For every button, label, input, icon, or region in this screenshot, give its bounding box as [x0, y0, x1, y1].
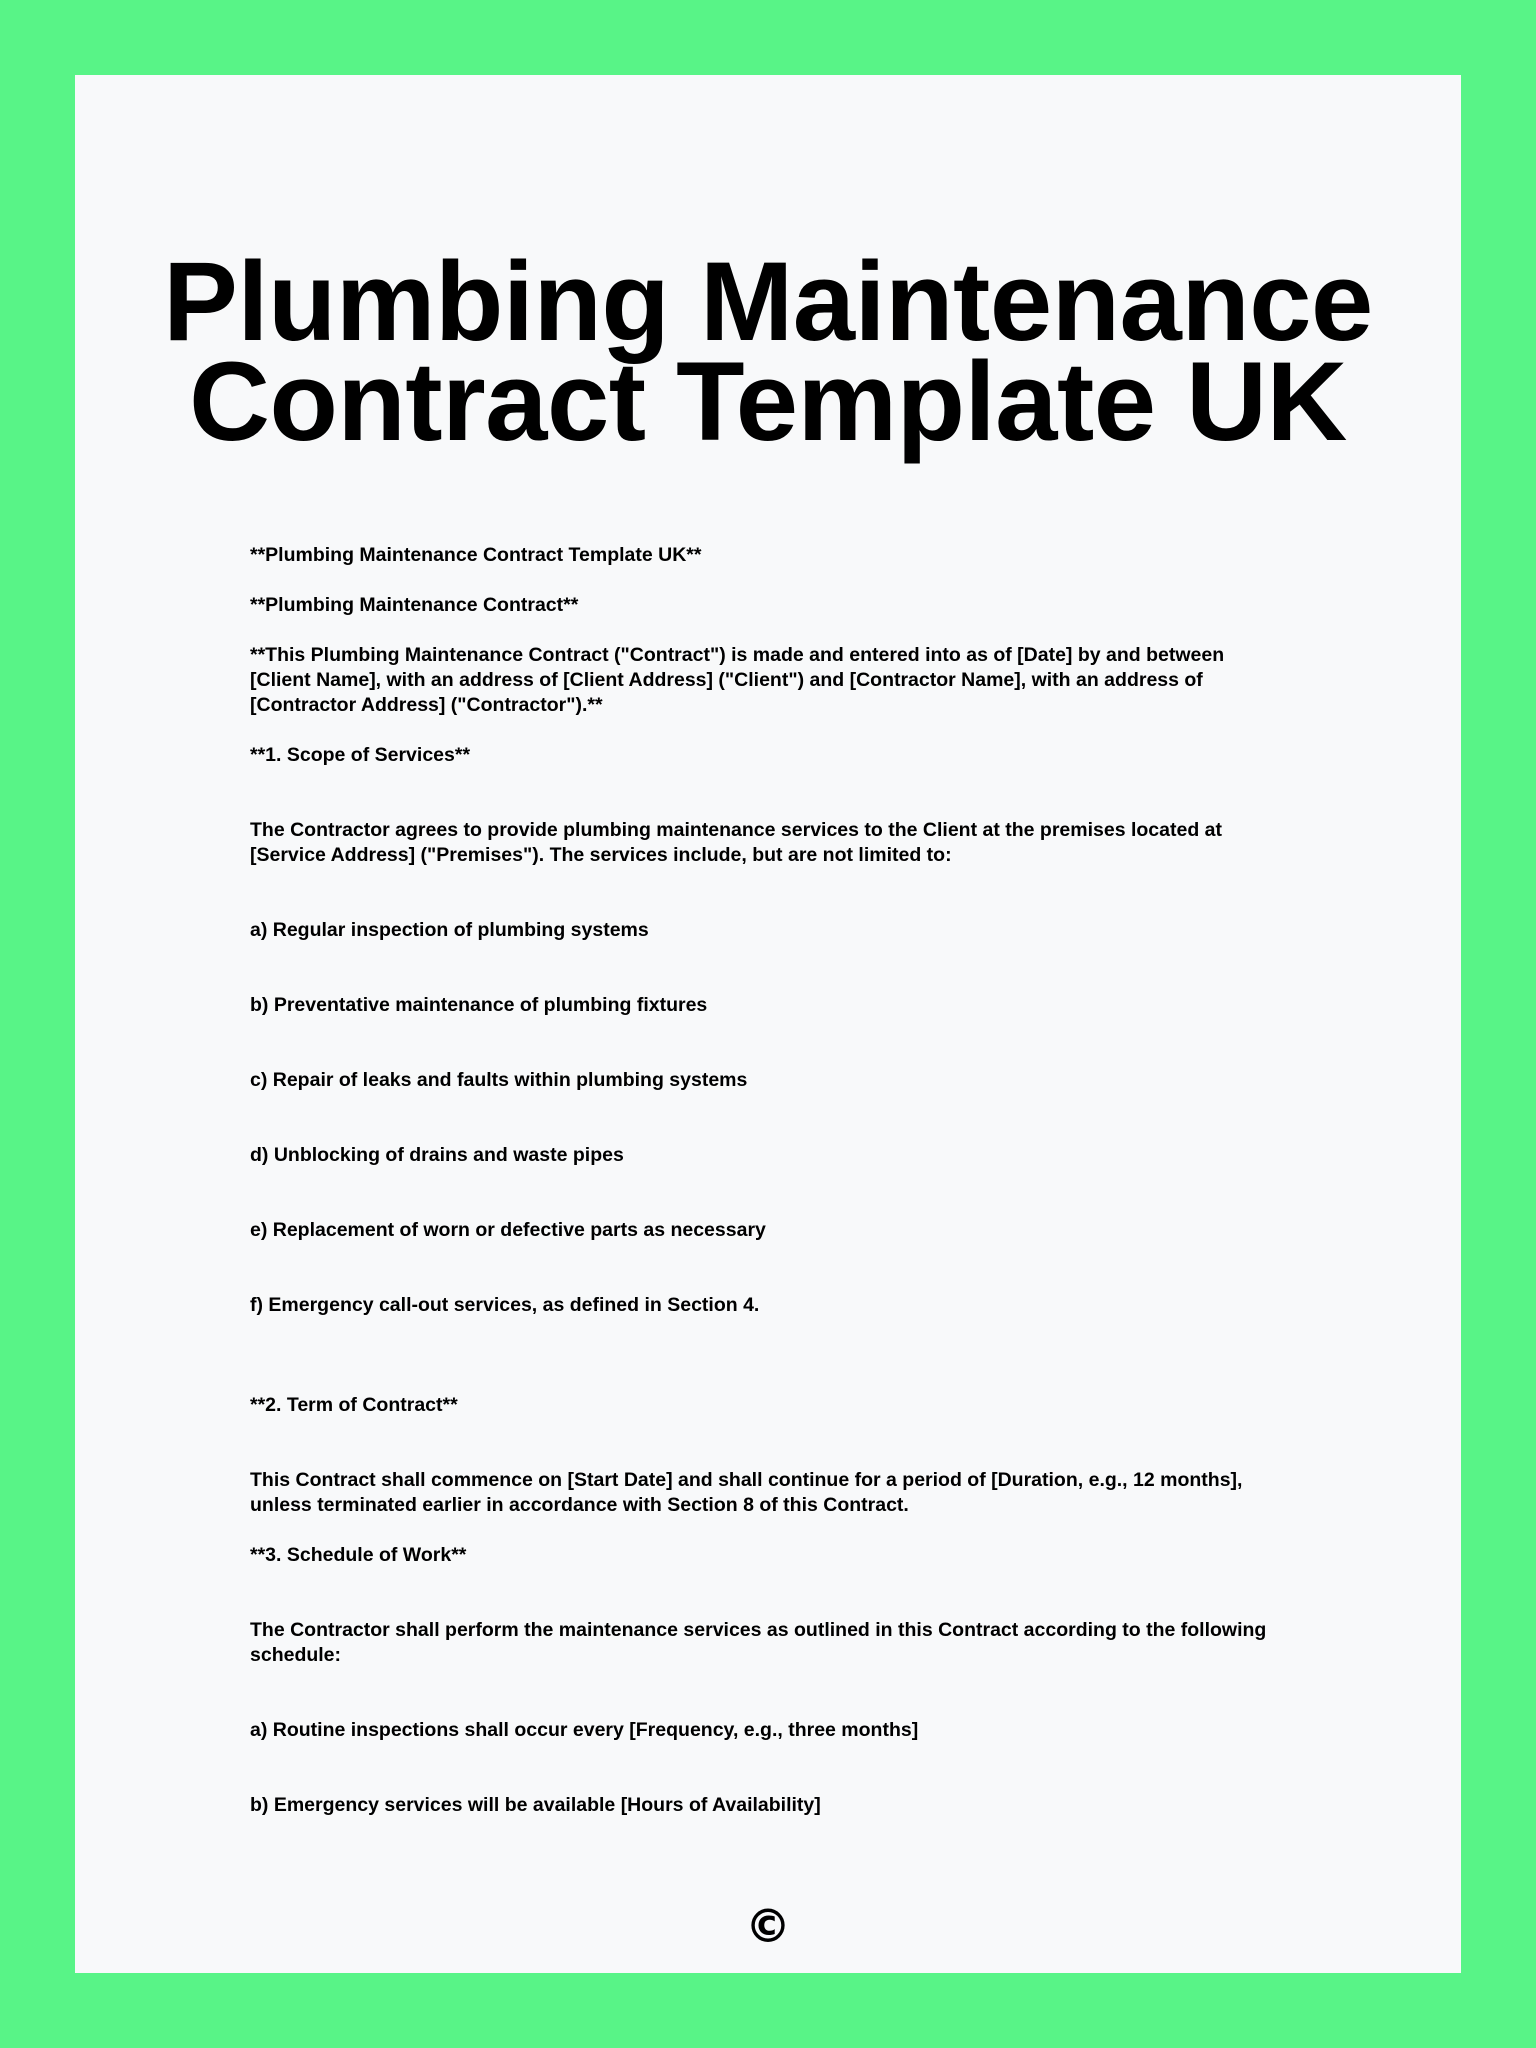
list-item: f) Emergency call-out services, as defined in Section 4.	[250, 1294, 760, 1316]
heading-contract: **Plumbing Maintenance Contract**	[250, 594, 579, 616]
title-line-2: Contract Template UK	[189, 339, 1347, 464]
section-heading-term: **2. Term of Contract**	[250, 1394, 458, 1416]
copyright-icon: ©	[745, 1899, 791, 1953]
title-line-1: Plumbing Maintenance	[163, 239, 1373, 364]
section-heading-scope: **1. Scope of Services**	[250, 744, 471, 766]
scope-paragraph: The Contractor agrees to provide plumbing maintenance services to the Client at the premises located at [Service Address] ("Premises"). The services include, but are not limited to:	[250, 819, 1228, 866]
document-title	[0, 239, 1536, 464]
list-item: d) Unblocking of drains and waste pipes	[250, 1144, 624, 1166]
list-item: b) Preventative maintenance of plumbing fixtures	[250, 994, 708, 1016]
list-item: a) Routine inspections shall occur every [Frequency, e.g., three months]	[250, 1719, 919, 1741]
schedule-paragraph: The Contractor shall perform the maintenance services as outlined in this Contract according to the following schedule:	[250, 1619, 1272, 1666]
list-item: e) Replacement of worn or defective parts as necessary	[250, 1219, 766, 1241]
document-body	[250, 543, 1290, 1818]
list-item: a) Regular inspection of plumbing systems	[250, 919, 649, 941]
section-heading-schedule: **3. Schedule of Work**	[250, 1544, 467, 1566]
intro-paragraph: **This Plumbing Maintenance Contract ("Contract") is made and entered into as of [Date] by and between [Client Name], with an address of [Client Address] ("Client") and [Contractor Name], with an address of [Contractor Address] ("Contractor").**	[250, 644, 1230, 716]
term-paragraph: This Contract shall commence on [Start Date] and shall continue for a period of [Duration, e.g., 12 months], unless terminated earlier in accordance with Section 8 of this Contract.	[250, 1469, 1248, 1516]
list-item: b) Emergency services will be available [Hours of Availability]	[250, 1794, 821, 1816]
list-item: c) Repair of leaks and faults within plumbing systems	[250, 1069, 748, 1091]
heading-contract-template: **Plumbing Maintenance Contract Template UK**	[250, 544, 702, 566]
